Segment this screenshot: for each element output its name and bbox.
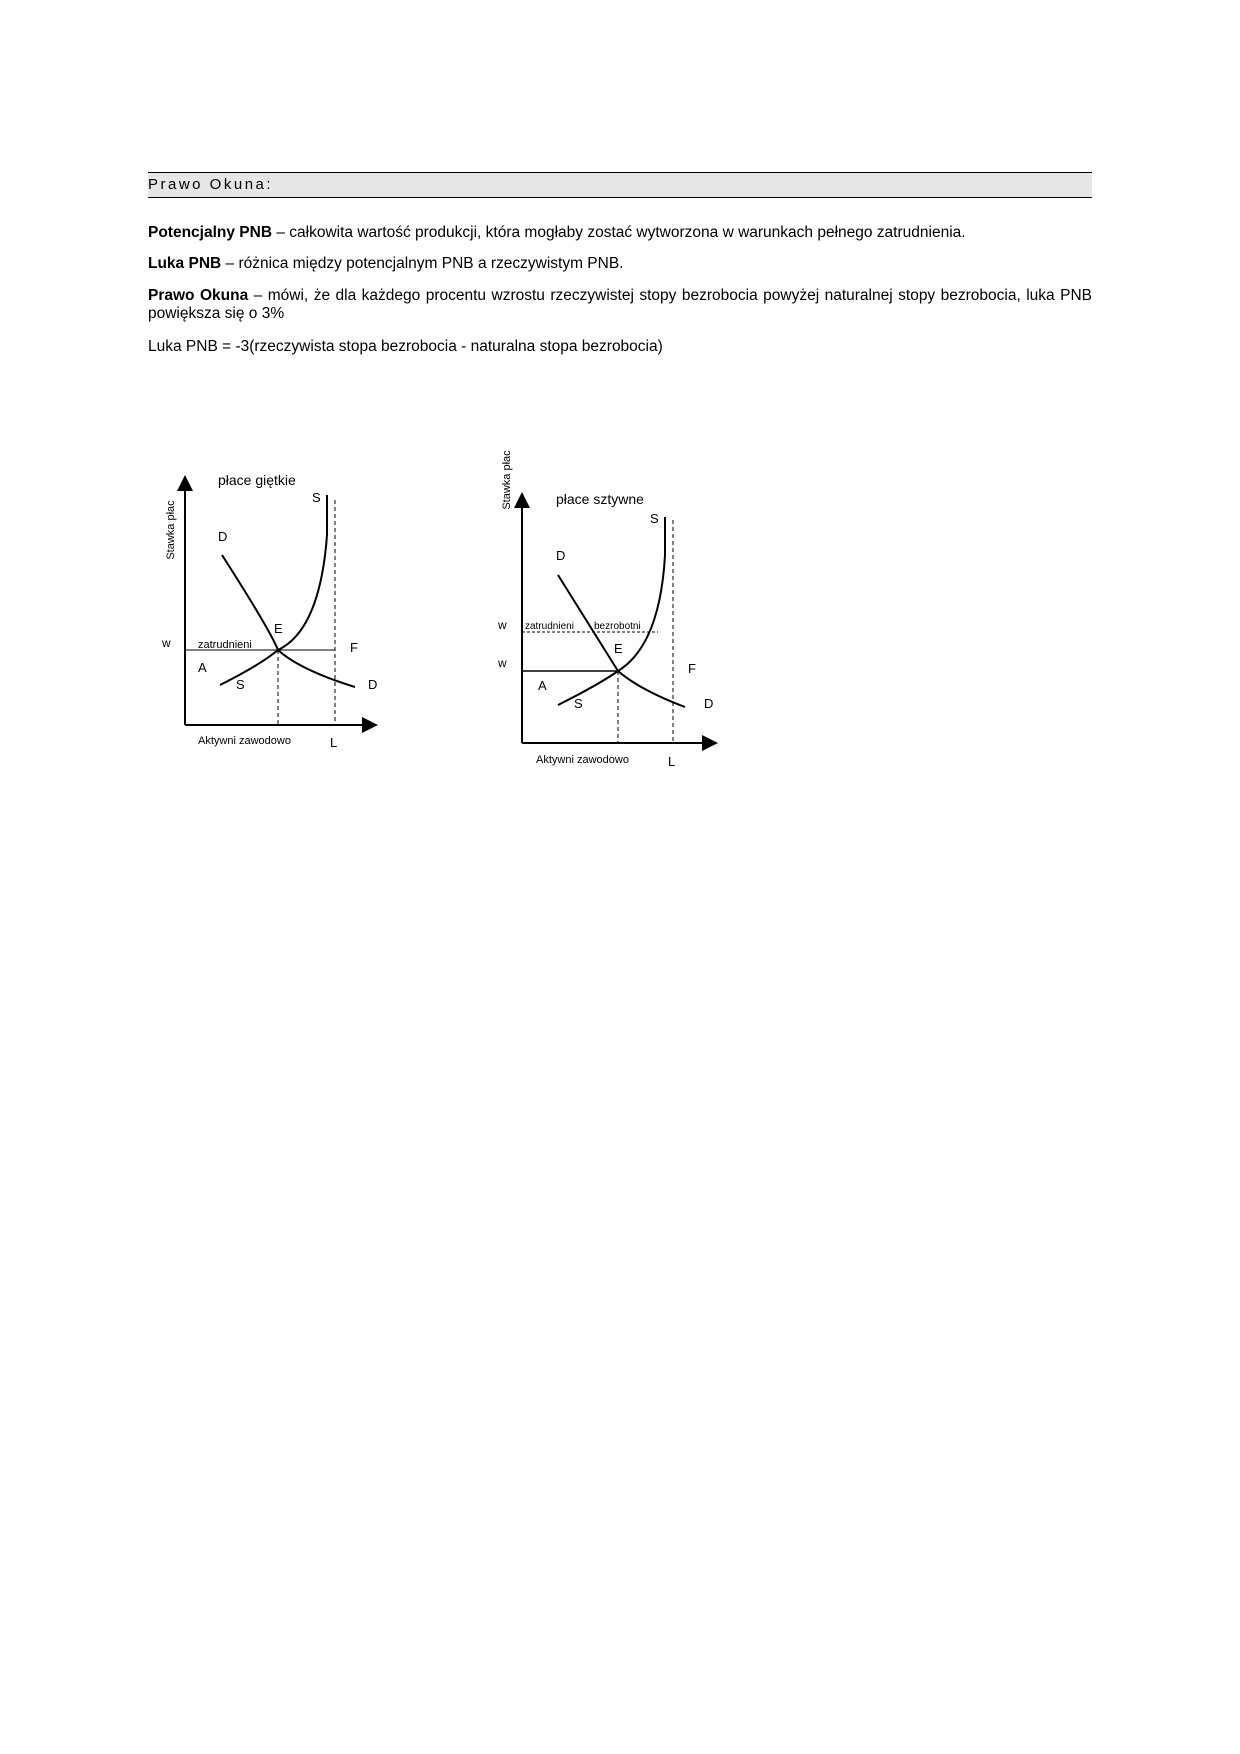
diagram-title: płace giętkie — [218, 472, 296, 488]
section-title: Prawo Okuna: — [148, 176, 274, 193]
term: Luka PNB — [148, 255, 222, 272]
label-S-bottom: S — [574, 696, 583, 711]
label-A: A — [538, 678, 547, 693]
definition-okun-law — [148, 287, 1092, 323]
label-D-bottom: D — [704, 696, 714, 711]
label-S-bottom: S — [236, 677, 245, 692]
x-axis-label: Aktywni zawodowo — [536, 754, 629, 766]
definition-gnp-gap — [148, 255, 1092, 273]
label-E: E — [614, 641, 623, 656]
diagram-title: płace sztywne — [556, 491, 644, 507]
label-employed: zatrudnieni — [198, 639, 252, 651]
label-w-lower: w — [498, 656, 507, 670]
label-w: w — [162, 636, 171, 650]
label-F: F — [688, 661, 696, 676]
definition-text: – całkowita wartość produkcji, która mogłaby zostać wytworzona w warunkach pełnego zatrudnienia. — [272, 224, 966, 241]
label-S-top: S — [650, 511, 659, 526]
supply-curve — [220, 495, 327, 685]
x-axis-label: Aktywni zawodowo — [198, 735, 291, 747]
definition-potential-gnp — [148, 224, 1092, 242]
label-E: E — [274, 621, 283, 636]
label-S-top: S — [312, 490, 321, 505]
diagram-flexible-wages — [150, 455, 410, 765]
label-employed: zatrudnieni — [525, 621, 574, 632]
y-axis-label: Stawka płac — [501, 450, 513, 510]
term: Potencjalny PNB — [148, 224, 273, 241]
definition-text: – różnica między potencjalnym PNB a rzeczywistym PNB. — [221, 255, 624, 272]
label-L: L — [668, 754, 676, 769]
label-D-top: D — [556, 548, 566, 563]
label-A: A — [198, 660, 207, 675]
label-F: F — [350, 640, 358, 655]
formula: Luka PNB = -3(rzeczywista stopa bezrobocia - naturalna stopa bezrobocia) — [148, 338, 663, 355]
y-axis-label: Stawka płac — [165, 500, 177, 560]
label-w-upper: w — [498, 618, 507, 632]
section-header — [148, 172, 1092, 198]
diagram-sticky-wages — [490, 445, 750, 780]
label-unemployed: bezrobotni — [594, 621, 641, 632]
definition-text: – mówi, że dla każdego procentu wzrostu rzeczywistej stopy bezrobocia powyżej naturalnej stopy bezrobocia, luka PNB powiększa się o 3% — [148, 287, 1092, 322]
label-L: L — [330, 735, 338, 750]
label-D-top: D — [218, 529, 228, 544]
term: Prawo Okuna — [148, 287, 249, 304]
supply-curve — [558, 517, 665, 705]
label-D-bottom: D — [368, 677, 378, 692]
